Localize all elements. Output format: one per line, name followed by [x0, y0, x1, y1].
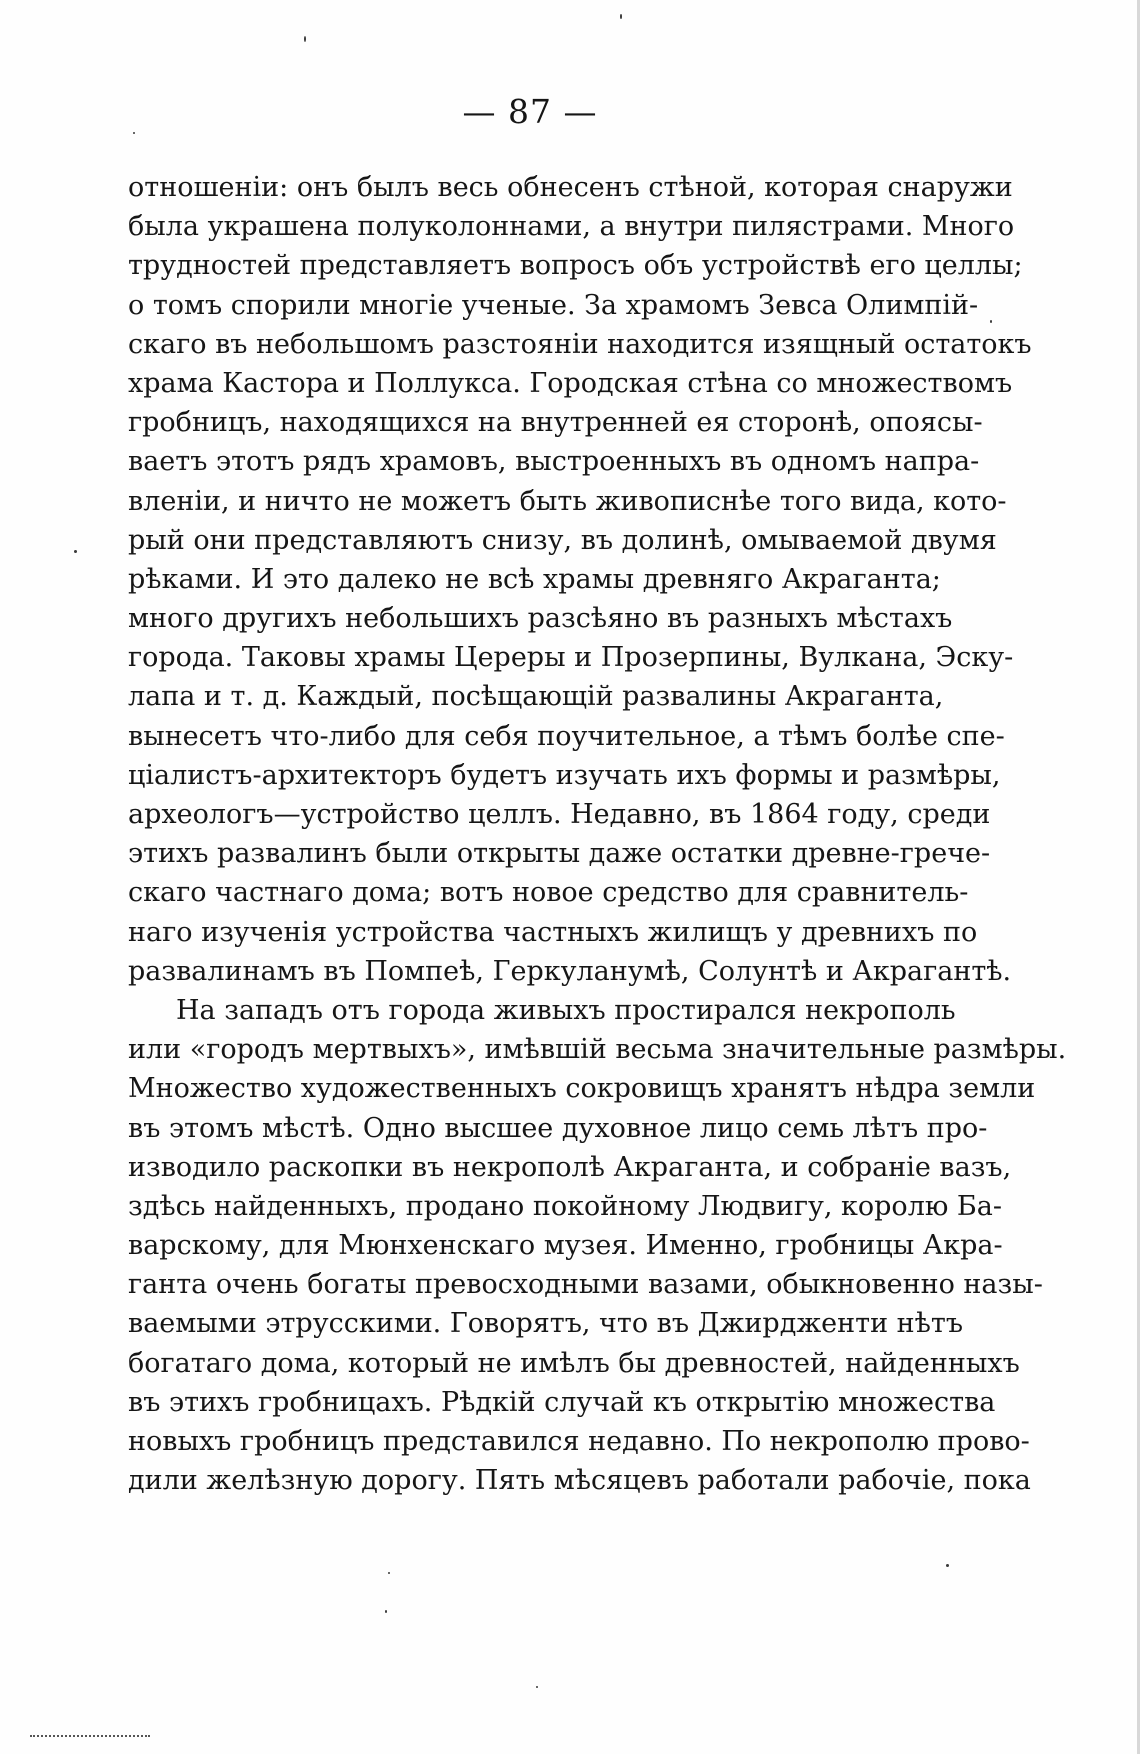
text-line: скаго въ небольшомъ разстоянiи находится изящный остатокъ — [128, 328, 1032, 360]
scan-speck — [620, 14, 622, 19]
body-text — [128, 168, 1067, 1500]
text-line: развалинамъ въ Помпеѣ, Геркуланумѣ, Солунтѣ и Акрагантѣ. — [128, 955, 1012, 987]
text-line: ваемыми этрусскими. Говорятъ, что въ Джирдженти нѣтъ — [128, 1308, 964, 1340]
text-line: изводило раскопки въ некрополѣ Акраганта, и собранiе вазъ, — [128, 1151, 1012, 1183]
text-line: цiалистъ-архитекторъ будетъ изучать ихъ формы и размѣры, — [128, 759, 1001, 791]
text-line: этихъ развалинъ были открыты даже остатки древне-грече- — [128, 838, 991, 870]
scan-speck — [990, 320, 992, 323]
text-line: храма Кастора и Поллукса. Городская стѣна со множествомъ — [128, 367, 1013, 399]
text-line: много другихъ небольшихъ разсѣяно въ разныхъ мѣстахъ — [128, 603, 953, 635]
text-line: дили желѣзную дорогу. Пять мѣсяцевъ работали рабочiе, пока — [128, 1465, 1031, 1497]
text-line: наго изученiя устройства частныхъ жилищъ у древнихъ по — [128, 916, 978, 948]
scan-speck — [74, 550, 77, 553]
text-line: была украшена полуколоннами, а внутри пилястрами. Много — [128, 211, 1015, 243]
text-line: въ этихъ гробницахъ. Рѣдкiй случай къ открытiю множества — [128, 1386, 996, 1418]
text-line: рый они представляютъ снизу, въ долинѣ, омываемой двумя — [128, 524, 997, 556]
text-line: гробницъ, находящихся на внутренней ея сторонѣ, опоясы- — [128, 407, 983, 439]
scan-speck — [385, 1610, 387, 1613]
text-line: города. Таковы храмы Цереры и Прозерпины, Вулкана, Эску- — [128, 642, 1014, 674]
text-line: лапа и т. д. Каждый, посѣщающiй развалины Акраганта, — [128, 681, 944, 713]
scan-artifact — [30, 1735, 150, 1741]
text-line: На западъ отъ города живыхъ простирался некрополь — [176, 994, 956, 1026]
text-line: о томъ спорили многiе ученые. За храмомъ Зевса Олимпiй- — [128, 289, 979, 321]
text-line: рѣками. И это далеко не всѣ храмы древняго Акраганта; — [128, 563, 941, 595]
text-line: трудностей представляетъ вопросъ объ устройствѣ его целлы; — [128, 250, 1023, 282]
scan-speck — [388, 1572, 390, 1574]
text-line: богатаго дома, который не имѣлъ бы древностей, найденныхъ — [128, 1347, 1020, 1379]
text-line: вленiи, и ничто не можетъ быть живописнѣе того вида, кото- — [128, 485, 1007, 517]
text-line: скаго частнаго дома; вотъ новое средство для сравнитель- — [128, 877, 969, 909]
text-line: отношенiи: онъ былъ весь обнесенъ стѣной, которая снаружи — [128, 172, 1013, 203]
text-line: вынесетъ что-либо для себя поучительное, а тѣмъ болѣе спе- — [128, 720, 1005, 752]
paragraph-1 — [128, 168, 1032, 991]
text-line: въ этомъ мѣстѣ. Одно высшее духовное лицо семь лѣтъ про- — [128, 1112, 988, 1144]
text-line: ваетъ этотъ рядъ храмовъ, выстроенныхъ въ одномъ напра- — [128, 446, 980, 478]
text-line: Множество художественныхъ сокровищъ хранятъ нѣдра земли — [128, 1073, 1036, 1105]
scan-speck — [536, 1686, 538, 1688]
text-line: варскому, для Мюнхенскаго музея. Именно, гробницы Акра- — [128, 1230, 1003, 1262]
scan-speck — [133, 132, 135, 134]
text-line: новыхъ гробницъ представился недавно. По некрополю прово- — [128, 1426, 1030, 1457]
scan-speck — [946, 1564, 949, 1567]
text-line: археологъ—устройство целлъ. Недавно, въ 1864 году, среди — [128, 799, 991, 830]
scan-speck — [304, 36, 306, 42]
text-line: или «городъ мертвыхъ», имѣвшiй весьма значительные размѣры. — [128, 1034, 1067, 1066]
text-line: здѣсь найденныхъ, продано покойному Людвигу, королю Ба- — [128, 1190, 1002, 1222]
page-number: — 87 — — [462, 92, 598, 131]
text-line: ганта очень богаты превосходными вазами, обыкновенно назы- — [128, 1269, 1043, 1301]
paragraph-2 — [128, 991, 1067, 1500]
